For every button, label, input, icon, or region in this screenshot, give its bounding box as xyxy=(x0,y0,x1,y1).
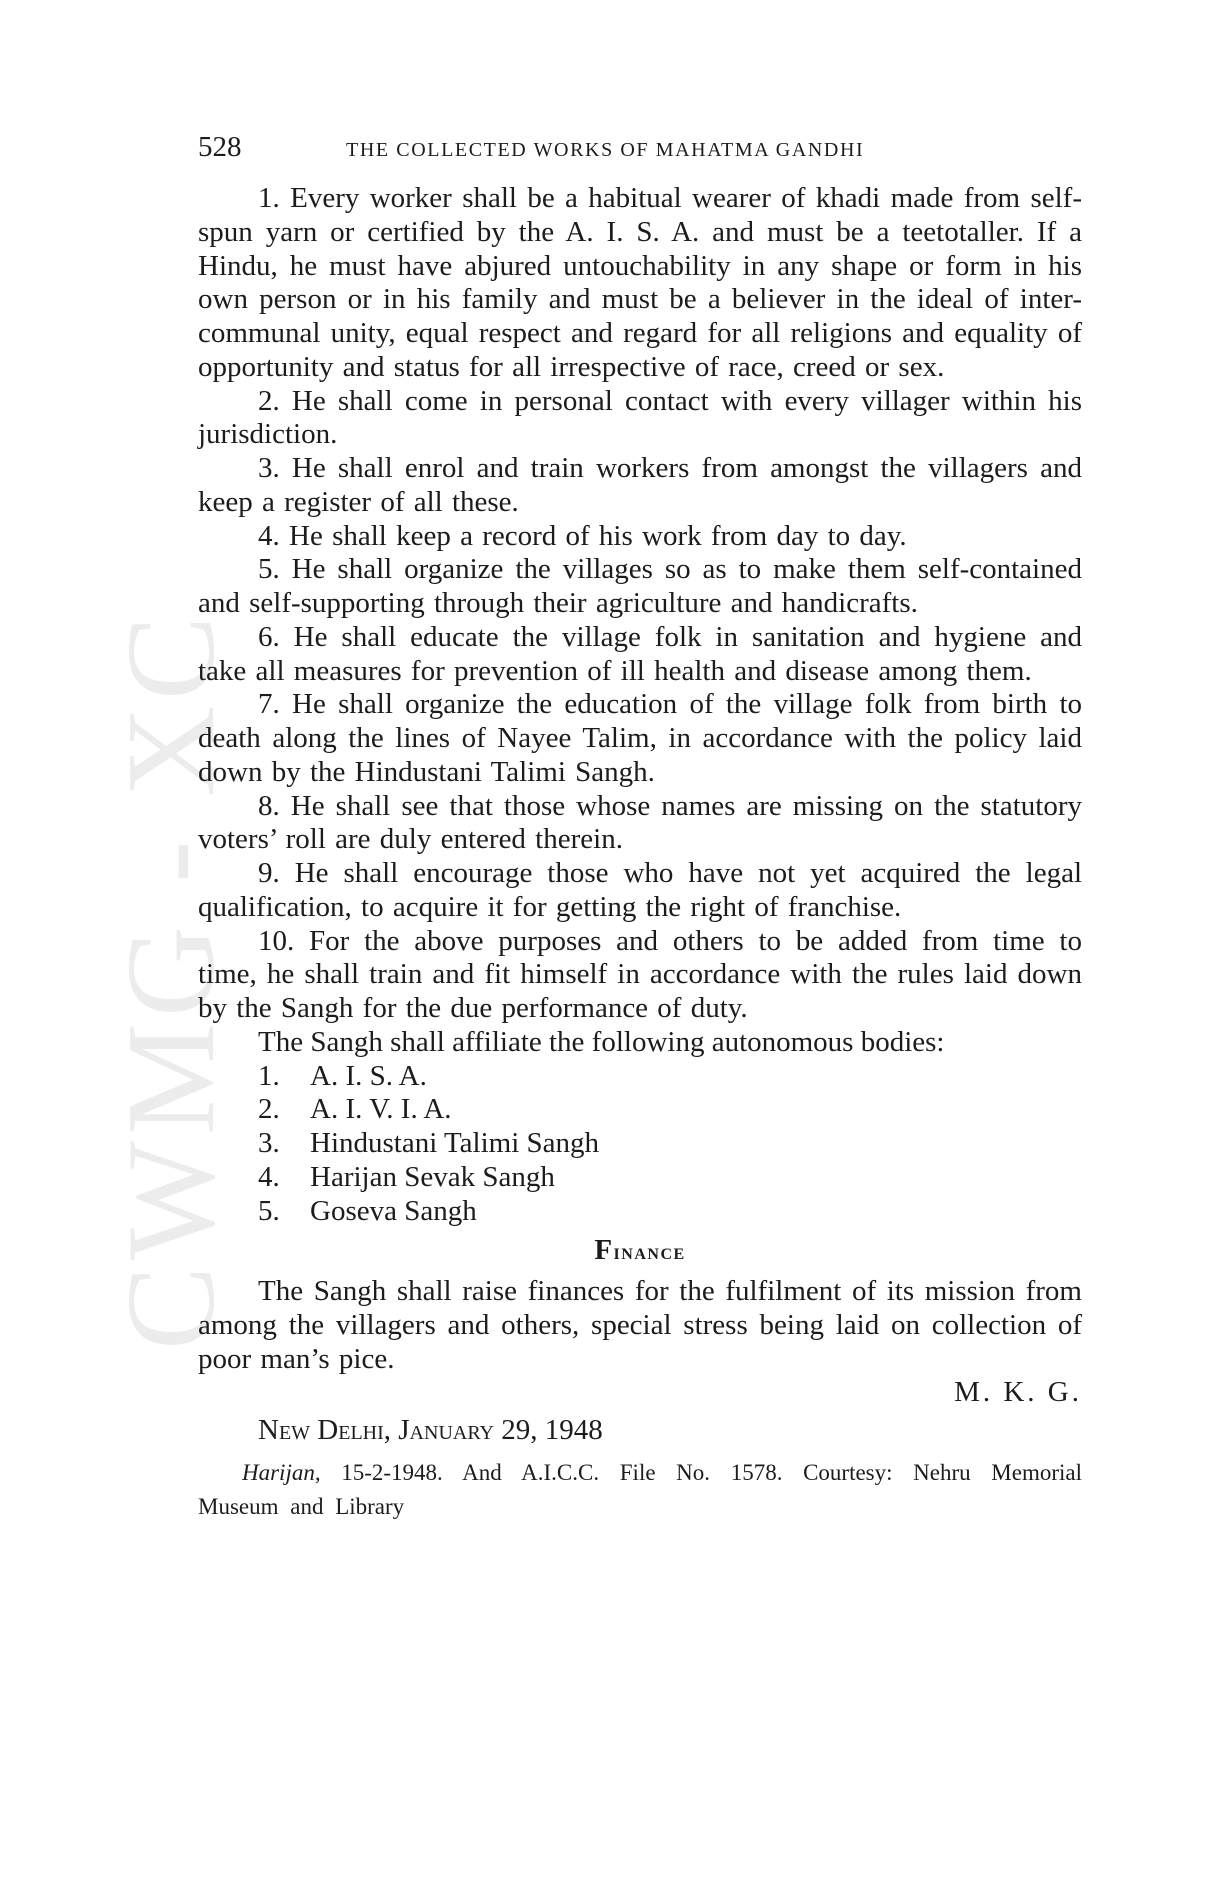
signature: M. K. G. xyxy=(954,1376,1082,1409)
source-journal: Harijan, xyxy=(242,1459,321,1485)
section-heading-finance xyxy=(198,1234,1082,1269)
list-item xyxy=(258,1060,1082,1094)
affiliates-list xyxy=(198,1060,1082,1229)
list-item-number: 2. xyxy=(258,1093,280,1126)
rule-9: 9. He shall encourage those who have not yet acquired the legal qualification, to acquire it for getting the right of franchise. xyxy=(198,857,1082,923)
list-item-number: 5. xyxy=(258,1194,280,1227)
rule-3: 3. He shall enrol and train workers from amongst the villagers and keep a register of all these. xyxy=(198,452,1082,518)
rule-1: 1. Every worker shall be a habitual wearer of khadi made from self-spun yarn or certified by the A. I. S. A. and must be a teetotaller. If a Hindu, he must have abjured untouchability in any shape or form in his own person or in his family and must be a believer in the ideal of inter-communal unity, equal respect and regard for all religions and equality of opportunity and status for all irrespective of race, creed or sex. xyxy=(198,182,1082,383)
section-heading-rest: inance xyxy=(613,1239,686,1265)
rule-10: 10. For the above purposes and others to be added from time to time, he shall train and fit himself in accordance with the rules laid down by the Sangh for the due performance of duty. xyxy=(198,924,1082,1024)
rule-4: 4. He shall keep a record of his work from day to day. xyxy=(258,519,907,552)
watermark-text: CWMG - XC xyxy=(102,610,241,1350)
running-title: THE COLLECTED WORKS OF MAHATMA GANDHI xyxy=(346,139,865,161)
page-header xyxy=(198,131,1082,167)
page-number: 528 xyxy=(198,131,242,163)
list-item-name: Hindustani Talimi Sangh xyxy=(310,1127,600,1159)
rule-6: 6. He shall educate the village folk in sanitation and hygiene and take all measures for prevention of ill health and disease among them. xyxy=(198,620,1082,687)
affiliates-intro: The Sangh shall affiliate the following autonomous bodies: xyxy=(258,1025,945,1058)
list-item-name: Goseva Sangh xyxy=(310,1194,477,1227)
list-item-number: 3. xyxy=(258,1127,280,1159)
section-heading-cap: F xyxy=(594,1234,614,1267)
rule-8: 8. He shall see that those whose names are missing on the statutory voters’ roll are duly entered therein. xyxy=(198,789,1082,856)
list-item-name: A. I. V. I. A. xyxy=(310,1093,452,1126)
list-item xyxy=(258,1127,1082,1161)
source-details: 15-2-1948. And A.I.C.C. File No. 1578. Courtesy: Nehru Memorial Museum and Library xyxy=(198,1459,1082,1519)
list-item xyxy=(258,1161,1082,1195)
list-item-name: Harijan Sevak Sangh xyxy=(310,1160,555,1193)
dateline: New Delhi, January 29, 1948 xyxy=(258,1414,603,1446)
page-body xyxy=(198,182,1082,1524)
list-item-name: A. I. S. A. xyxy=(310,1059,427,1092)
list-item-number: 4. xyxy=(258,1160,280,1193)
source-note xyxy=(198,1456,1082,1524)
list-item-number: 1. xyxy=(258,1059,280,1092)
finance-text: The Sangh shall raise finances for the fulfilment of its mission from among the villagers and others, special stress being laid on collection of poor man’s pice. xyxy=(198,1275,1082,1375)
list-item xyxy=(258,1093,1082,1127)
rule-2: 2. He shall come in personal contact with every villager within his jurisdiction. xyxy=(198,384,1082,451)
rule-7: 7. He shall organize the education of the village folk from birth to death along the lines of Nayee Talim, in accordance with the policy laid down by the Hindustani Talimi Sangh. xyxy=(198,688,1082,788)
list-item xyxy=(258,1195,1082,1229)
rule-5: 5. He shall organize the villages so as to make them self-contained and self-supporting through their agriculture and handicrafts. xyxy=(198,553,1082,619)
